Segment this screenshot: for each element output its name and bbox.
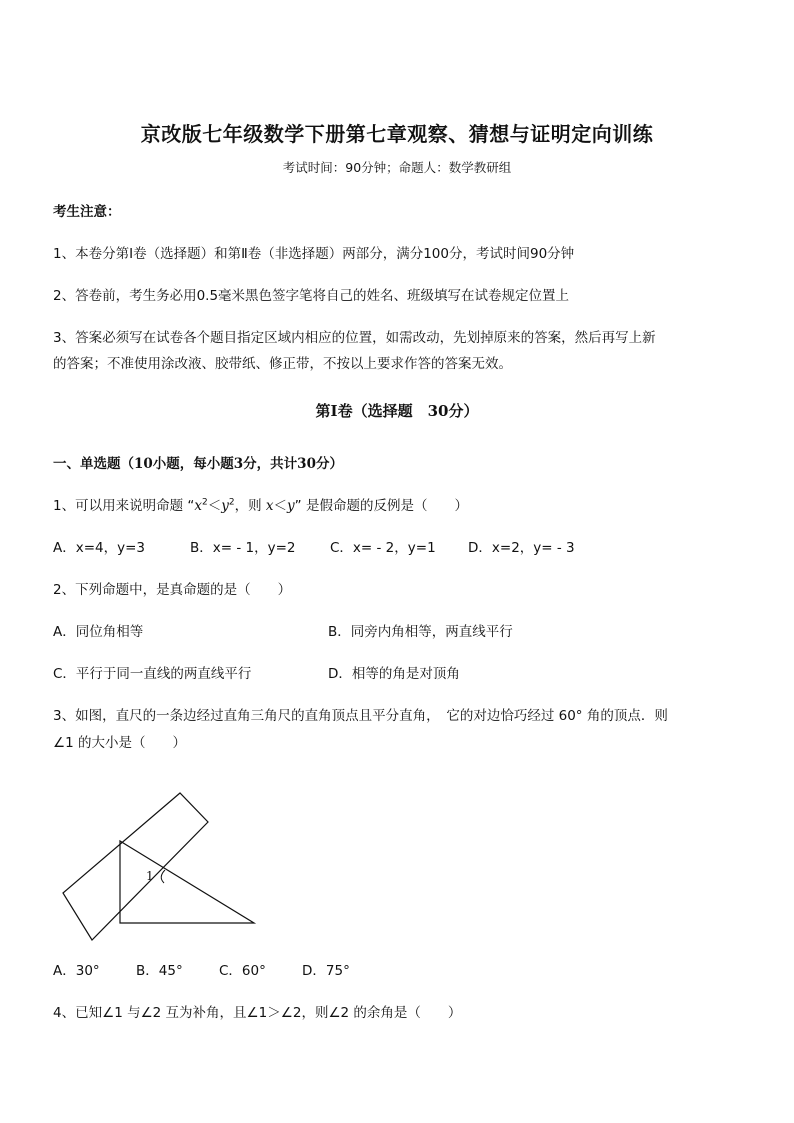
question-3-option-c: C．60°	[219, 963, 266, 979]
question-3-stem: 3、如图，直尺的一条边经过直角三角尺的直角顶点且平分直角， 它的对边恰巧经过 60° 角的顶点．则	[53, 708, 668, 724]
angle-arc	[161, 870, 165, 883]
subsection-title: 一、单选题（10小题，每小题3分，共计30分）	[53, 456, 343, 472]
ruler-shape	[63, 793, 208, 940]
question-4-stem: 4、已知∠1 与∠2 互为补角，且∠1＞∠2，则∠2 的余角是（ ）	[53, 1005, 462, 1021]
page-title: 京改版七年级数学下册第七章观察、猜想与证明定向训练	[140, 122, 654, 146]
notice-item: 3、答案必须写在试卷各个题目指定区域内相应的位置，如需改动，先划掉原来的答案，然后再写上新	[53, 330, 656, 346]
question-3-stem-cont: ∠1 的大小是（ ）	[53, 735, 186, 751]
notice-heading: 考生注意：	[53, 204, 121, 220]
triangle-shape	[120, 841, 254, 923]
ruler-triangle-figure	[55, 785, 275, 945]
notice-item: 1、本卷分第Ⅰ卷（选择题）和第Ⅱ卷（非选择题）两部分，满分100分，考试时间90分钟	[53, 246, 575, 262]
question-1-option-a: A．x=4，y=3	[53, 540, 146, 556]
angle-1-label: 1	[146, 869, 154, 883]
notice-item: 2、答卷前，考生务必用0.5毫米黑色签字笔将自己的姓名、班级填写在试卷规定位置上	[53, 288, 570, 304]
question-3-option-a: A．30°	[53, 963, 100, 979]
question-2-option-a: A．同位角相等	[53, 624, 144, 640]
question-1-option-c: C．x= - 2，y=1	[330, 540, 436, 556]
question-2-stem: 2、下列命题中，是真命题的是（ ）	[53, 582, 292, 598]
exam-info: 考试时间：90分钟；命题人：数学教研组	[282, 160, 512, 175]
question-2-option-b: B．同旁内角相等，两直线平行	[328, 624, 513, 640]
question-1-option-b: B．x= - 1，y=2	[190, 540, 296, 556]
question-2-option-d: D．相等的角是对顶角	[328, 666, 460, 682]
question-3-option-b: B．45°	[136, 963, 183, 979]
question-1-stem: 1、可以用来说明命题 “$x^2<y^2$，则 x＜y” 是假命题的反例是（ ）	[53, 497, 468, 514]
section-title: 第Ⅰ卷（选择题 30分）	[315, 402, 479, 420]
question-3-option-d: D．75°	[302, 963, 350, 979]
question-2-option-c: C．平行于同一直线的两直线平行	[53, 666, 252, 682]
notice-item: 的答案；不准使用涂改液、胶带纸、修正带，不按以上要求作答的答案无效。	[53, 356, 512, 372]
question-1-option-d: D．x=2，y= - 3	[468, 540, 575, 556]
